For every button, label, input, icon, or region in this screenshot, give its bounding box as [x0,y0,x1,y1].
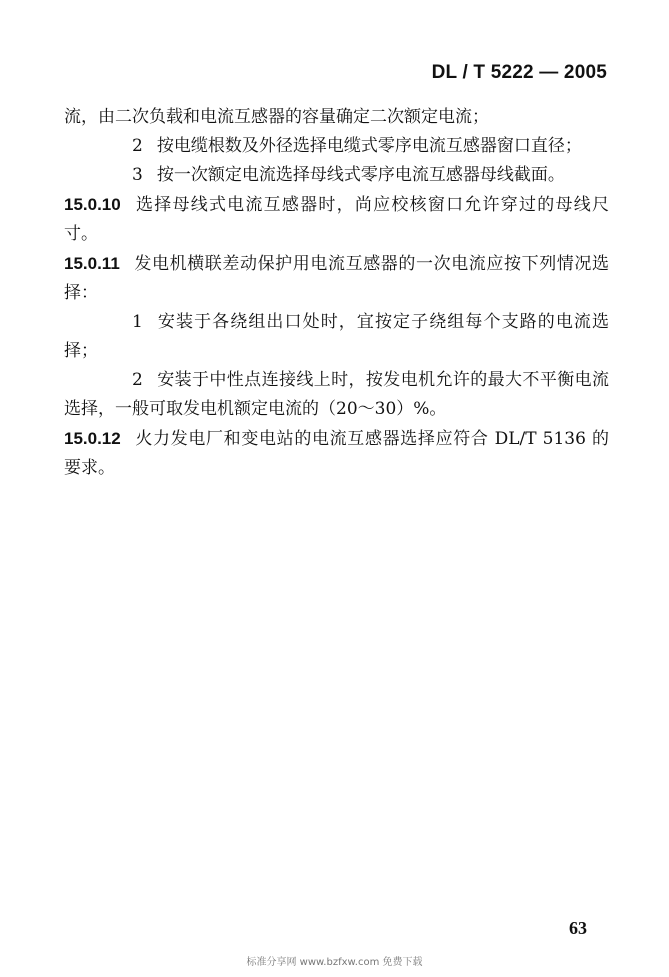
list-item-3 [64,161,609,190]
list-item-2 [64,132,609,161]
clause-text: 火力发电厂和变电站的电流互感器选择应符合 DL/T 5136 的要求。 [64,429,609,478]
standard-code-header: DL / T 5222 — 2005 [431,62,607,83]
item-text: 安装于中性点连接线上时，按发电机允许的最大不平衡电流选择，一般可取发电机额定电流的（20～30）%。 [64,370,609,419]
item-number: 2 [132,370,143,390]
clause-text: 发电机横联差动保护用电流互感器的一次电流应按下列情况选择： [64,254,609,303]
clause-15-0-10 [64,190,609,249]
clause-15-0-11-item-2 [64,366,609,424]
item-text: 按电缆根数及外径选择电缆式零序电流互感器窗口直径； [156,136,582,156]
item-number: 1 [132,312,143,332]
item-text: 按一次额定电流选择母线式零序电流互感器母线截面。 [156,165,565,185]
clause-number: 15.0.11 [64,254,120,273]
clause-text: 选择母线式电流互感器时，尚应校核窗口允许穿过的母线尺寸。 [64,195,609,244]
clause-15-0-11-item-1 [64,308,609,366]
item-number: 3 [132,165,143,185]
clause-number: 15.0.10 [64,195,121,214]
clause-15-0-11 [64,249,609,308]
document-body [64,103,609,483]
clause-15-0-12 [64,424,609,483]
page-number: 63 [569,918,587,938]
item-text: 安装于各绕组出口处时，宜按定子绕组每个支路的电流选择； [64,312,609,361]
clause-number: 15.0.12 [64,429,121,448]
item-number: 2 [132,136,143,156]
footer-watermark: 标准分享网 www.bzfxw.com 免费下载 [246,957,423,968]
continued-paragraph: 流，由二次负载和电流互感器的容量确定二次额定电流； [64,107,489,127]
